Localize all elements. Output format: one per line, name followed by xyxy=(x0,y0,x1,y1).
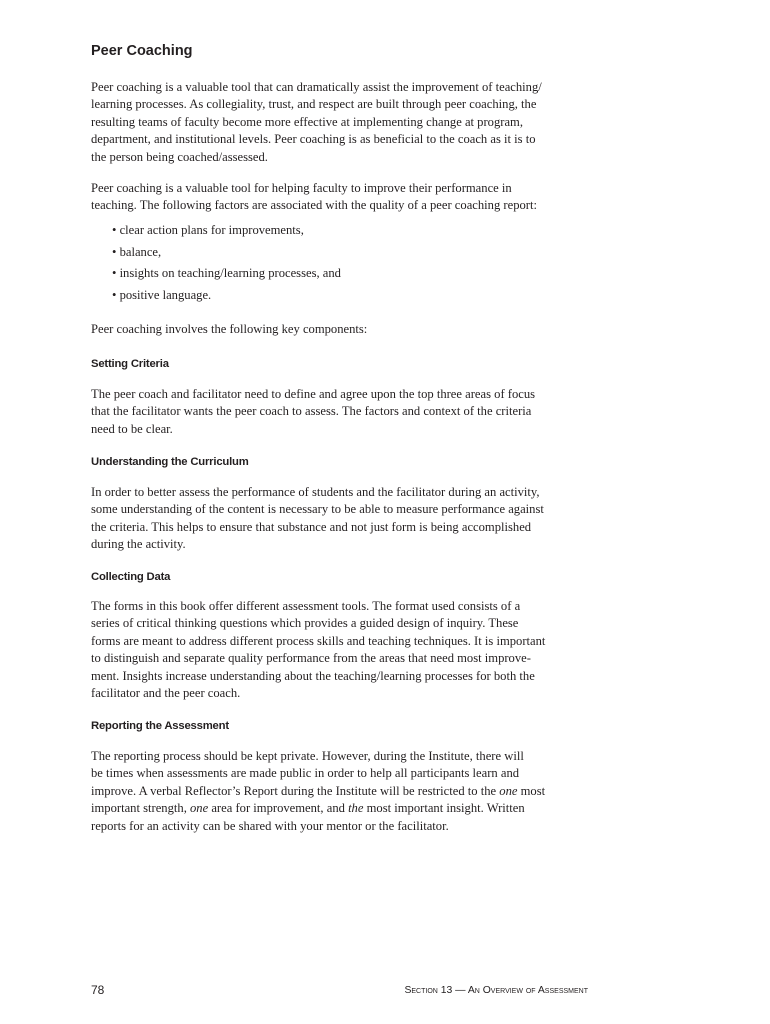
text-line: teaching. The following factors are associated with the quality of a peer coaching report: xyxy=(91,198,537,213)
text-line: to distinguish and separate quality performance from the areas that need most improve- xyxy=(91,651,531,666)
components-intro xyxy=(91,321,596,338)
text-line: that the facilitator wants the peer coach to assess. The factors and context of the criteria xyxy=(91,404,532,419)
text-run: area for improvement, and xyxy=(208,801,349,816)
text-line: series of critical thinking questions which provides a guided design of inquiry. These xyxy=(91,616,519,631)
section-heading-setting-criteria: Setting Criteria xyxy=(91,358,169,370)
text-line: during the activity. xyxy=(91,537,186,552)
running-footer-section-title: Section 13 — An Overview of Assessment xyxy=(404,985,588,996)
emphasis-the: the xyxy=(348,801,364,816)
collecting-data-paragraph xyxy=(91,598,596,702)
emphasis-one: one xyxy=(190,801,209,816)
text-line: reports for an activity can be shared with your mentor or the facilitator. xyxy=(91,818,449,833)
intro-paragraph xyxy=(91,79,596,166)
list-item: • balance, xyxy=(112,244,341,266)
text-line: Peer coaching is a valuable tool that can dramatically assist the improvement of teaching/ xyxy=(91,80,542,94)
text-run: improve. A verbal Reflector’s Report during the Institute will be restricted to the xyxy=(91,783,500,798)
text-line: resulting teams of faculty become more effective at implementing change at program, xyxy=(91,114,523,129)
text-line: ment. Insights increase understanding about the teaching/learning processes for both the xyxy=(91,668,535,683)
section-heading-understanding-curriculum: Understanding the Curriculum xyxy=(91,456,249,468)
text-run: important strength, xyxy=(91,801,190,816)
text-line: Peer coaching is a valuable tool for helping faculty to improve their performance in xyxy=(91,181,512,195)
text-line: the person being coached/assessed. xyxy=(91,149,268,164)
section-heading-collecting-data: Collecting Data xyxy=(91,571,171,583)
text-line: learning processes. As collegiality, trust, and respect are built through peer coaching, the xyxy=(91,97,537,112)
reporting-paragraph xyxy=(91,748,596,835)
quality-factors-list xyxy=(112,222,341,309)
page-number: 78 xyxy=(91,983,105,997)
setting-criteria-paragraph xyxy=(91,386,596,438)
quality-paragraph xyxy=(91,180,596,215)
understanding-curriculum-paragraph xyxy=(91,484,596,554)
text-line: facilitator and the peer coach. xyxy=(91,686,241,701)
text-line xyxy=(91,783,596,800)
list-item: • insights on teaching/learning processes, and xyxy=(112,265,341,287)
text-line: Peer coaching involves the following key components: xyxy=(91,322,368,336)
text-line: department, and institutional levels. Peer coaching is as beneficial to the coach as it is to xyxy=(91,132,536,147)
text-line xyxy=(91,800,596,817)
text-line: The forms in this book offer different assessment tools. The format used consists of a xyxy=(91,599,521,613)
text-run: most xyxy=(517,783,546,798)
text-line: forms are meant to address different process skills and teaching techniques. It is important xyxy=(91,633,546,648)
page-title: Peer Coaching xyxy=(91,43,193,59)
text-line: the criteria. This helps to ensure that substance and not just form is being accomplished xyxy=(91,519,532,534)
text-run: most important insight. Written xyxy=(363,801,525,816)
text-line: In order to better assess the performance of students and the facilitator during an activity, xyxy=(91,485,540,499)
text-line: The peer coach and facilitator need to define and agree upon the top three areas of focus xyxy=(91,387,536,401)
text-line: some understanding of the content is necessary to be able to measure performance against xyxy=(91,502,544,517)
list-item: • positive language. xyxy=(112,287,341,309)
text-line: The reporting process should be kept private. However, during the Institute, there will xyxy=(91,749,524,763)
text-line: need to be clear. xyxy=(91,421,173,436)
text-line: be times when assessments are made public in order to help all participants learn and xyxy=(91,766,520,781)
emphasis-one: one xyxy=(499,783,518,798)
list-item: • clear action plans for improvements, xyxy=(112,222,341,244)
section-heading-reporting: Reporting the Assessment xyxy=(91,720,229,732)
